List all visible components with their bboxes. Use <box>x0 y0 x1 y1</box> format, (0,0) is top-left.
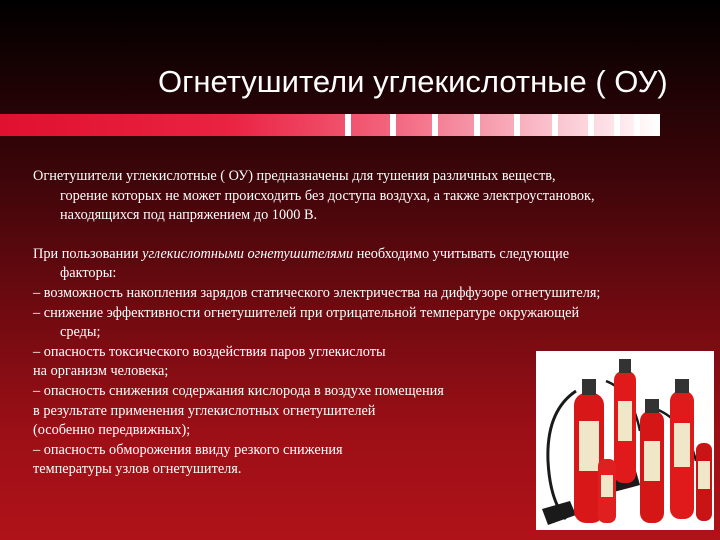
factor-item: – опасность обморожения ввиду резкого снижения <box>33 441 343 458</box>
band-stripe <box>432 114 438 136</box>
band-stripe <box>588 114 594 136</box>
factors-intro-line: факторы: <box>60 265 117 282</box>
factor-item: температуры узлов огнетушителя. <box>33 461 242 478</box>
band-stripe <box>614 114 620 136</box>
factor-item: – снижение эффективности огнетушителей при отрицательной температуре окружающей <box>33 304 580 321</box>
factor-item: – опасность снижения содержания кислорода в воздухе помещения <box>33 382 444 399</box>
slide-title: Огнетушители углекислотные ( ОУ) <box>158 64 668 99</box>
factors-intro-suffix: необходимо учитывать следующие <box>353 245 570 262</box>
factor-item: (особенно передвижных); <box>33 422 191 439</box>
paragraph-gap <box>33 226 693 245</box>
factor-item: – возможность накопления зарядов статического электричества на диффузоре огнетушителя; <box>33 284 601 301</box>
band-stripe <box>474 114 480 136</box>
title-band <box>0 114 660 136</box>
fire-extinguishers-photo <box>536 351 714 530</box>
band-stripe <box>514 114 520 136</box>
fire-extinguishers-icon <box>536 351 714 530</box>
band-stripe <box>390 114 396 136</box>
factor-item: – опасность токсического воздействия паров углекислоты <box>33 343 386 360</box>
purpose-line: Огнетушители углекислотные ( ОУ) предназначены для тушения различных веществ, <box>33 168 556 184</box>
factor-item: среды; <box>60 324 101 341</box>
purpose-line: горение которых не может происходить без доступа воздуха, а также электроустановок, <box>60 187 595 204</box>
band-stripe <box>634 114 640 136</box>
purpose-line: находящихся под напряжением до 1000 В. <box>60 207 318 224</box>
paragraph-purpose <box>33 167 693 226</box>
band-stripe <box>345 114 351 136</box>
factors-intro-emphasis: углекислотными огнетушителями <box>142 245 354 262</box>
factor-item: на организм человека; <box>33 363 169 380</box>
factors-intro-prefix: При пользовании <box>33 245 143 262</box>
factor-item: в результате применения углекислотных огнетушителей <box>33 402 376 419</box>
band-stripe <box>552 114 558 136</box>
